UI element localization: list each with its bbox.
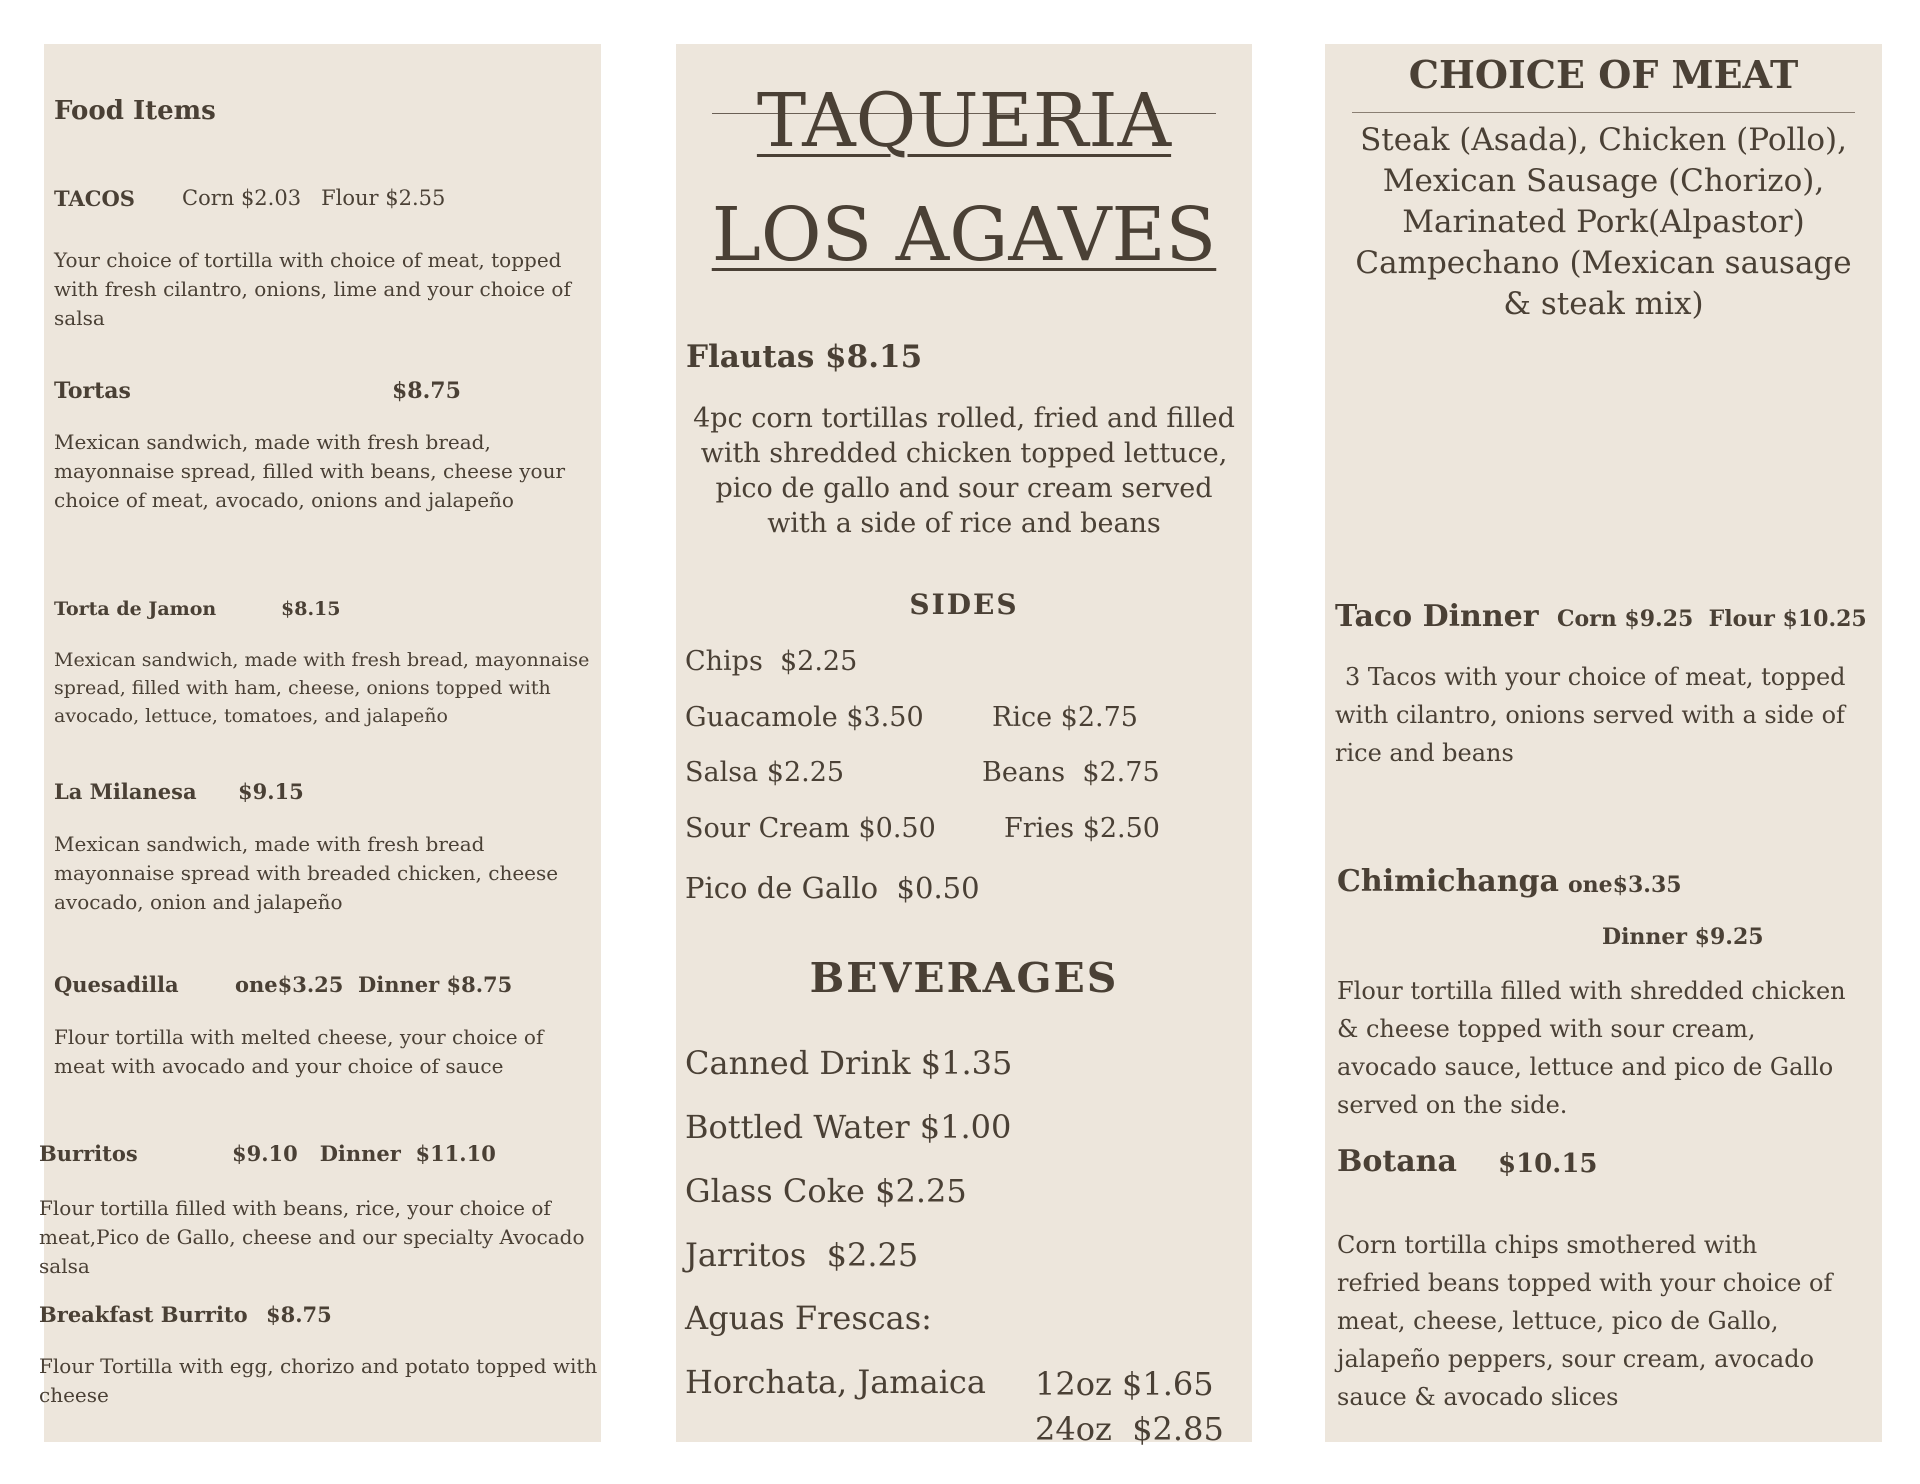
taco-dinner-description: 3 Tacos with your choice of meat, topped with cilantro, onions served with a side of rice and beans <box>1335 663 1846 767</box>
meat-options-list: Steak (Asada), Chicken (Pollo), Mexican Sausage (Chorizo), Marinated Pork(Alpastor) Campechano (Mexican sausage & steak mix) <box>1355 122 1852 322</box>
quesadilla-title: Quesadilla <box>54 972 179 997</box>
quesadilla-price: one$3.25 Dinner $8.75 <box>235 972 513 997</box>
burritos-title: Burritos <box>39 1141 138 1166</box>
chimichanga-title: Chimichanga <box>1337 864 1559 899</box>
chimichanga-price-one: one$3.35 <box>1568 872 1682 898</box>
tacos-title: TACOS <box>54 186 135 211</box>
torta-jamon-title: Torta de Jamon <box>54 598 217 620</box>
breakfast-burrito-title: Breakfast Burrito <box>39 1302 248 1327</box>
beverage-bottled-water: Bottled Water $1.00 <box>685 1108 1012 1146</box>
quesadilla-description: Flour tortilla with melted cheese, your choice of meat with avocado and your choice of sauce <box>54 1025 544 1078</box>
beverage-jarritos: Jarritos $2.25 <box>685 1236 919 1274</box>
beverage-size-24oz: 24oz $2.85 <box>1035 1410 1224 1448</box>
botana-title: Botana <box>1337 1144 1457 1179</box>
flautas-description: 4pc corn tortillas rolled, fried and filled with shredded chicken topped lettuce, pico de gallo and sour cream served with a side of rice and beans <box>693 403 1235 539</box>
restaurant-title-line2: LOS AGAVES <box>711 192 1217 278</box>
choice-of-meat-heading: CHOICE OF MEAT <box>1408 52 1799 97</box>
flautas-title: Flautas $8.15 <box>686 339 923 375</box>
milanesa-description: Mexican sandwich, made with fresh bread mayonnaise spread with breaded chicken, cheese avocado, onion and jalapeño <box>54 832 559 914</box>
left-menu-panel <box>39 44 601 1442</box>
breakfast-burrito-price: $8.75 <box>266 1302 332 1327</box>
breakfast-burrito-description: Flour Tortilla with egg, chorizo and potato topped with cheese <box>39 1354 598 1407</box>
side-salsa: Salsa $2.25 <box>685 757 845 788</box>
milanesa-price: $9.15 <box>238 779 304 804</box>
side-sour-cream: Sour Cream $0.50 <box>685 813 936 844</box>
right-menu-panel <box>1325 44 1882 1442</box>
tortas-price: $8.75 <box>392 378 461 404</box>
restaurant-title-line1: TAQUERIA <box>756 78 1172 164</box>
beverage-horchata-jamaica: Horchata, Jamaica <box>685 1363 986 1401</box>
chimichanga-price-dinner: Dinner $9.25 <box>1602 924 1764 950</box>
side-fries: Fries $2.50 <box>1004 813 1160 844</box>
food-items-heading: Food Items <box>54 96 216 126</box>
beverage-glass-coke: Glass Coke $2.25 <box>685 1172 967 1210</box>
side-pico-de-gallo: Pico de Gallo $0.50 <box>685 871 980 905</box>
meat-heading-rule <box>1352 112 1855 113</box>
burritos-description: Flour tortilla filled with beans, rice, your choice of meat,Pico de Gallo, cheese and our specialty Avocado salsa <box>39 1196 585 1278</box>
side-beans: Beans $2.75 <box>982 757 1160 788</box>
tortas-description: Mexican sandwich, made with fresh bread, mayonnaise spread, filled with beans, cheese your choice of meat, avocado, onions and jalapeño <box>54 430 566 512</box>
side-rice: Rice $2.75 <box>992 702 1138 733</box>
beverage-canned-drink: Canned Drink $1.35 <box>685 1044 1013 1082</box>
beverages-heading: BEVERAGES <box>809 954 1119 1002</box>
tortas-title: Tortas <box>54 378 131 404</box>
botana-price: $10.15 <box>1498 1149 1598 1179</box>
burritos-price: $9.10 Dinner $11.10 <box>232 1141 496 1166</box>
milanesa-title: La Milanesa <box>54 779 197 804</box>
tacos-description: Your choice of tortilla with choice of meat, topped with fresh cilantro, onions, lime and your choice of salsa <box>54 248 571 330</box>
taco-dinner-title: Taco Dinner <box>1335 599 1539 634</box>
beverage-size-12oz: 12oz $1.65 <box>1035 1365 1214 1403</box>
chimichanga-description: Flour tortilla filled with shredded chicken & cheese topped with sour cream, avocado sauce, lettuce and pico de Gallo served on the side. <box>1337 977 1846 1119</box>
middle-menu-panel <box>676 44 1252 1448</box>
botana-description: Corn tortilla chips smothered with refried beans topped with your choice of meat, cheese, lettuce, pico de Gallo, jalapeño peppers, sour cream, avocado sauce & avocado slices <box>1337 1231 1833 1411</box>
taco-dinner-price: Corn $9.25 Flour $10.25 <box>1557 606 1867 632</box>
beverage-aguas-frescas: Aguas Frescas: <box>685 1299 932 1337</box>
side-guacamole: Guacamole $3.50 <box>685 702 924 733</box>
torta-jamon-price: $8.15 <box>281 598 341 620</box>
torta-jamon-description: Mexican sandwich, made with fresh bread, mayonnaise spread, filled with ham, cheese, onions topped with avocado, lettuce, tomatoes, and jalapeño <box>54 649 590 727</box>
side-chips: Chips $2.25 <box>685 646 858 677</box>
tacos-price: Corn $2.03 Flour $2.55 <box>182 186 446 210</box>
sides-heading: SIDES <box>909 588 1019 621</box>
